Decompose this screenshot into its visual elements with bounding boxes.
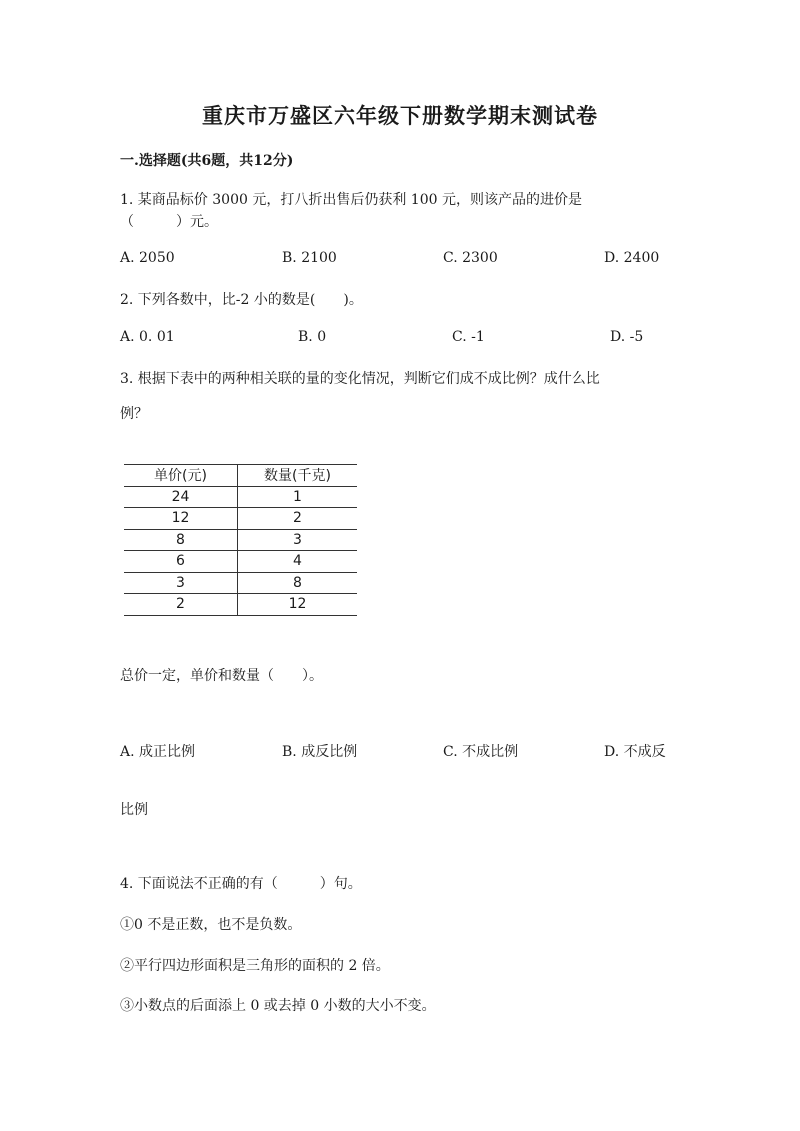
table-header-quantity: 数量(千克)	[238, 465, 358, 487]
table-cell: 1	[238, 486, 358, 508]
question-4-text: 4. 下面说法不正确的有（ ）句。	[120, 876, 362, 892]
table-row	[124, 486, 357, 508]
question-2-option-b: B. 0	[298, 329, 327, 345]
question-1-option-c: C. 2300	[443, 250, 498, 266]
section-heading: 一.选择题(共6题，共12分)	[120, 153, 294, 169]
table-cell: 8	[238, 572, 358, 594]
table-row	[124, 508, 357, 530]
table-row	[124, 551, 357, 573]
table-cell: 12	[238, 594, 358, 616]
question-3-option-d: D. 不成反	[604, 744, 666, 760]
question-2-text: 2. 下列各数中，比-2 小的数是( )。	[120, 292, 363, 308]
table-cell: 24	[124, 486, 238, 508]
question-4-statement-1: ①0 不是正数，也不是负数。	[120, 917, 302, 933]
question-2-option-a: A. 0. 01	[120, 329, 175, 345]
table-cell: 3	[124, 572, 238, 594]
page-title: 重庆市万盛区六年级下册数学期末测试卷	[202, 103, 598, 128]
question-3-line-2: 例？	[120, 406, 148, 422]
question-1-option-b: B. 2100	[282, 250, 337, 266]
question-3-option-b: B. 成反比例	[282, 744, 358, 760]
question-1-line-2: （ ）元。	[120, 214, 218, 230]
question-4-statement-2: ②平行四边形面积是三角形的面积的 2 倍。	[120, 958, 390, 974]
question-3-option-d-wrap: 比例	[120, 802, 148, 818]
question-3-prompt: 总价一定，单价和数量（ ）。	[120, 668, 323, 684]
question-2-option-d: D. -5	[610, 329, 644, 345]
table-row	[124, 594, 357, 616]
question-3-line-1: 3. 根据下表中的两种相关联的量的变化情况，判断它们成不成比例？成什么比	[120, 371, 600, 387]
question-1-option-d: D. 2400	[604, 250, 660, 266]
price-quantity-table	[124, 464, 357, 616]
table-header-row	[124, 465, 357, 487]
table-cell: 2	[238, 508, 358, 530]
question-1-line-1: 1. 某商品标价 3000 元，打八折出售后仍获利 100 元，则该产品的进价是	[120, 192, 582, 208]
question-4-statement-3: ③小数点的后面添上 0 或去掉 0 小数的大小不变。	[120, 998, 436, 1014]
question-2-option-c: C. -1	[452, 329, 485, 345]
table-cell: 12	[124, 508, 238, 530]
question-3-option-c: C. 不成比例	[443, 744, 519, 760]
table-cell: 4	[238, 551, 358, 573]
table-row	[124, 572, 357, 594]
table-row	[124, 529, 357, 551]
table-header-unit-price: 单价(元)	[124, 465, 238, 487]
table-cell: 8	[124, 529, 238, 551]
table-cell: 2	[124, 594, 238, 616]
table-cell: 6	[124, 551, 238, 573]
question-1-option-a: A. 2050	[120, 250, 175, 266]
question-3-option-a: A. 成正比例	[120, 744, 196, 760]
table-cell: 3	[238, 529, 358, 551]
